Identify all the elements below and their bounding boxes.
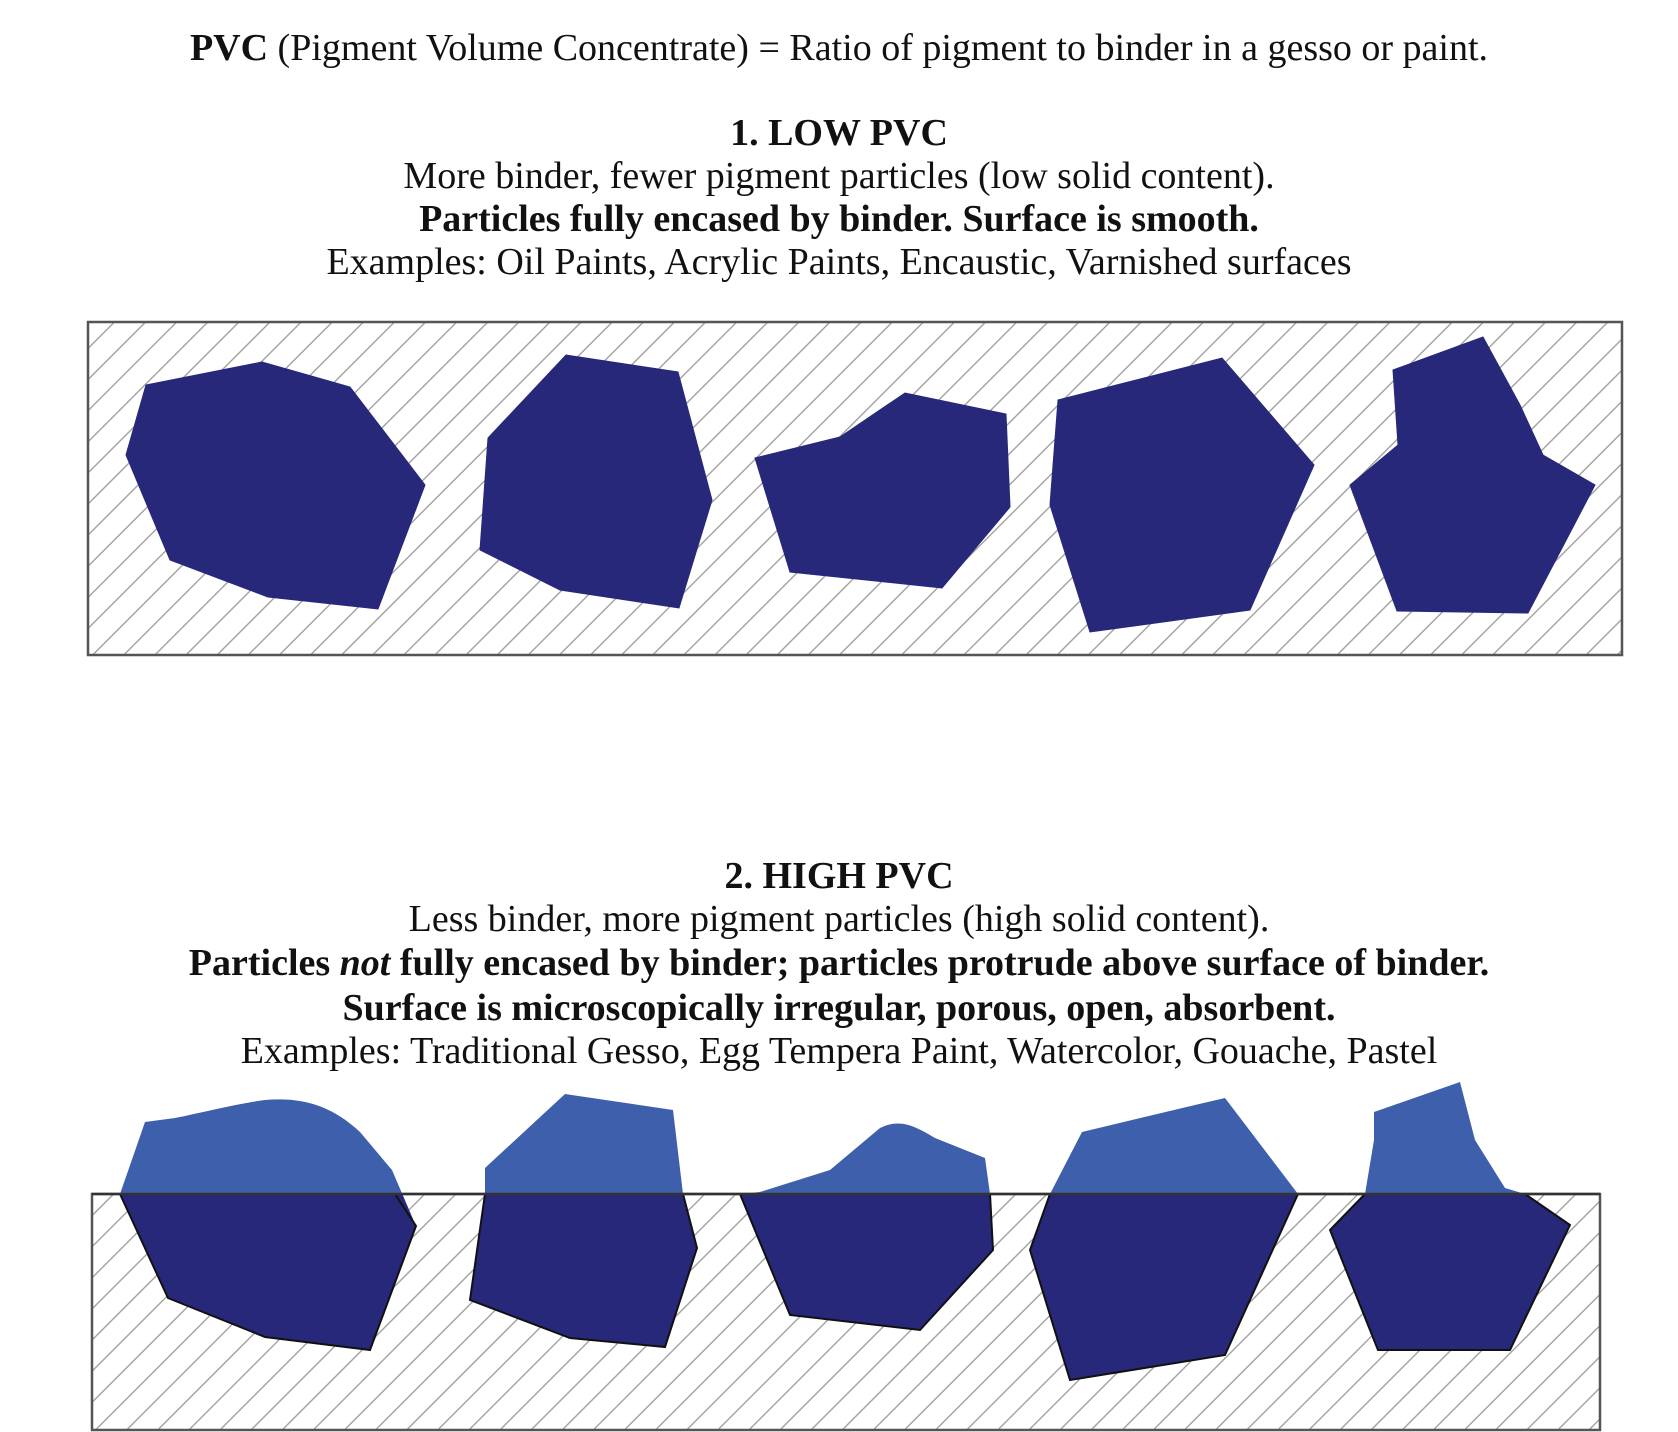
high-pvc-heading: 2. HIGH PVC: [724, 855, 954, 897]
pvc-definition-text: (Pigment Volume Concentrate) = Ratio of pigment to binder in a gesso or paint.: [277, 27, 1489, 69]
high-pvc-property-b: fully encased by binder; particles protrude above surface of binder.: [390, 942, 1490, 984]
pigment-particle: [470, 1094, 697, 1347]
high-pvc-property-a: Particles: [188, 942, 340, 984]
high-pvc-examples: Examples: Traditional Gesso, Egg Tempera Paint, Watercolor, Gouache, Pastel: [240, 1030, 1438, 1072]
high-pvc-property-emphasis: not: [339, 942, 391, 984]
low-pvc-heading: 1. LOW PVC: [730, 112, 948, 154]
high-pvc-surface: Surface is microscopically irregular, porous, open, absorbent.: [342, 987, 1336, 1029]
low-pvc-examples: Examples: Oil Paints, Acrylic Paints, Encaustic, Varnished surfaces: [326, 241, 1352, 283]
low-pvc-diagram: [88, 322, 1622, 655]
high-pvc-description: Less binder, more pigment particles (high solid content).: [408, 898, 1270, 940]
low-pvc-description: More binder, fewer pigment particles (low solid content).: [403, 155, 1275, 197]
low-pvc-property: Particles fully encased by binder. Surface is smooth.: [419, 198, 1259, 240]
pvc-term: PVC: [189, 27, 269, 69]
high-pvc-diagram: [92, 1082, 1600, 1430]
